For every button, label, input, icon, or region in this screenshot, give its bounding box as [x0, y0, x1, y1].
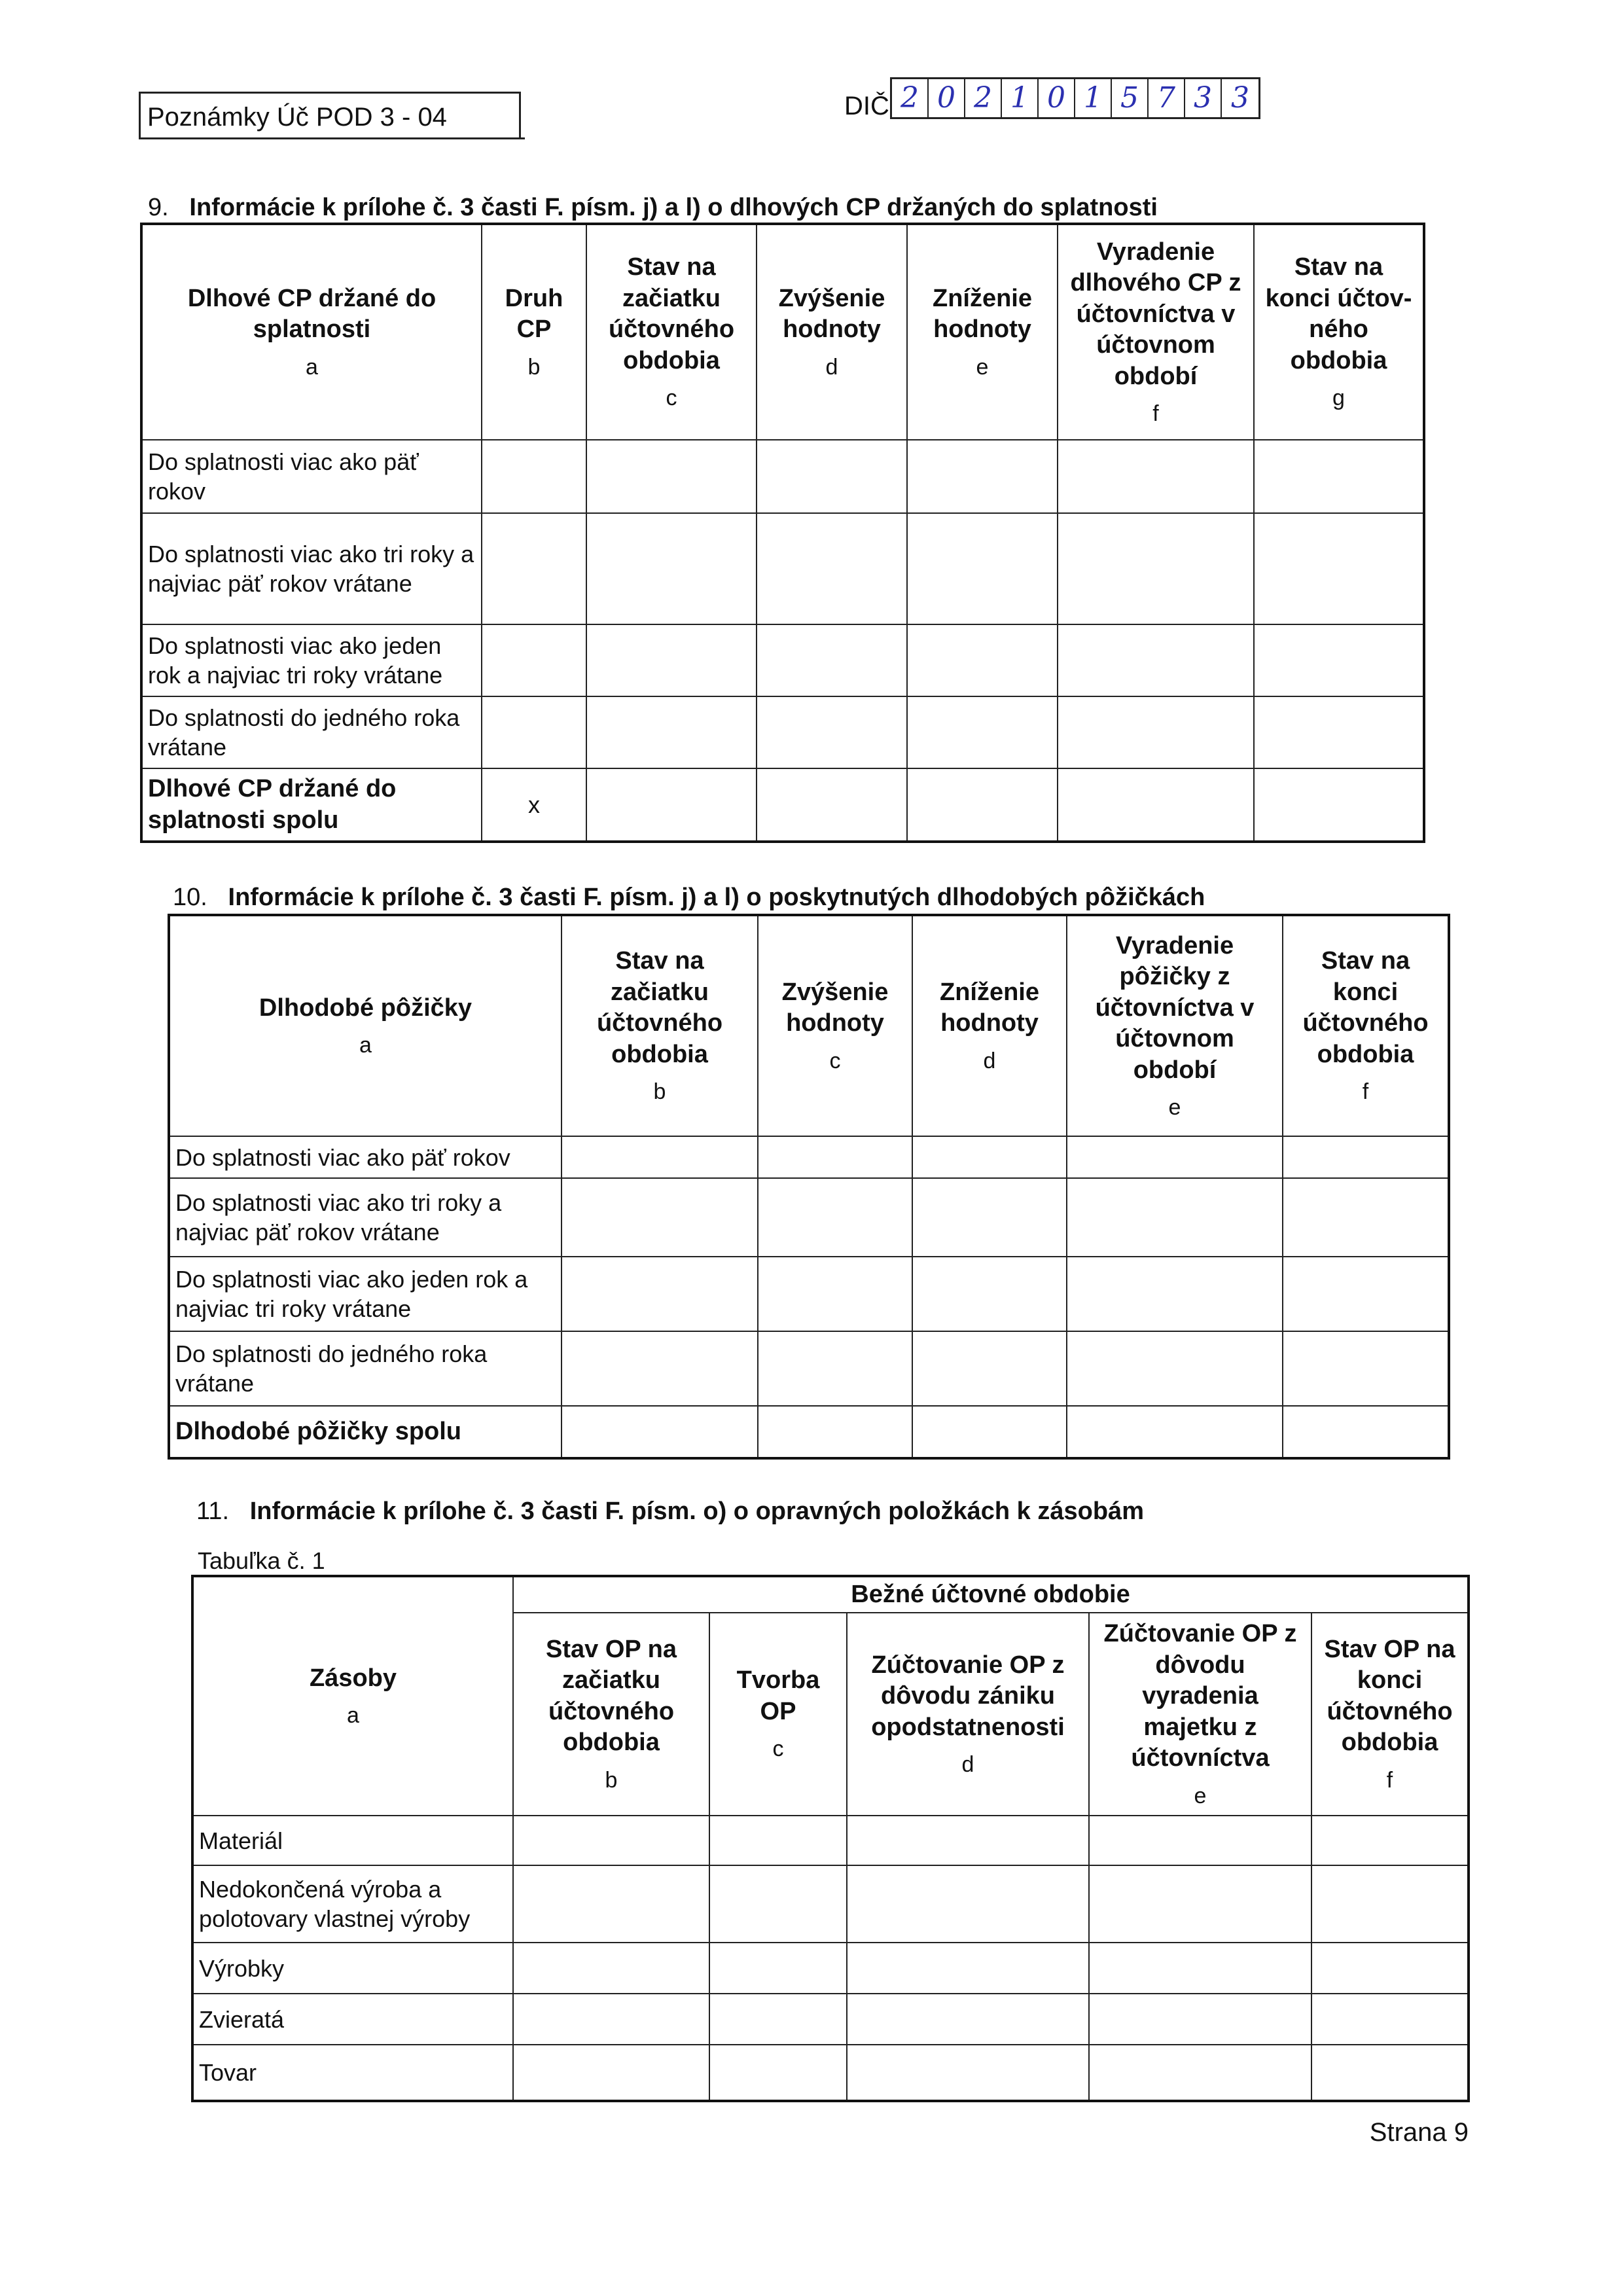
column-header: Zúčtovanie OP z dôvodu vyradenia majetku z účtovníctva e — [1089, 1613, 1311, 1816]
data-cell[interactable] — [907, 768, 1058, 842]
row-label: Výrobky — [192, 1943, 513, 1994]
row-label: Do splatnosti viac ako jeden rok a najviac tri roky vrátane — [169, 1257, 562, 1331]
data-cell[interactable] — [586, 768, 757, 842]
column-header: Stav OP na začiatku účtovného obdobia b — [513, 1613, 709, 1816]
data-cell[interactable] — [1089, 1994, 1311, 2045]
column-header: Vyradenie pôžičky z účtovníctva v účtovnom období e — [1067, 915, 1283, 1136]
dic-digit[interactable]: 5 — [1112, 79, 1149, 117]
row-label: Nedokončená výroba a polotovary vlastnej výroby — [192, 1865, 513, 1943]
data-cell[interactable] — [482, 624, 586, 696]
data-cell[interactable] — [513, 1994, 709, 2045]
column-header: Zníženie hodnoty e — [907, 224, 1058, 440]
data-cell[interactable] — [757, 440, 907, 513]
data-cell[interactable] — [562, 1136, 758, 1178]
section-number: 9. — [148, 194, 169, 221]
row-label: Do splatnosti do jedného roka vrátane — [169, 1331, 562, 1406]
dic-digit[interactable]: 2 — [892, 79, 929, 117]
data-cell[interactable] — [709, 1865, 847, 1943]
row-label: Do splatnosti viac ako päť rokov — [141, 440, 482, 513]
data-cell[interactable] — [757, 624, 907, 696]
data-cell[interactable] — [1058, 696, 1254, 768]
data-cell[interactable] — [757, 768, 907, 842]
dic-digit[interactable]: 2 — [965, 79, 1002, 117]
column-header: Dlhodobé pôžičky a — [169, 915, 562, 1136]
data-cell[interactable] — [907, 696, 1058, 768]
table-header-row — [141, 224, 1424, 440]
table-header-row — [169, 915, 1449, 1136]
data-cell[interactable] — [758, 1178, 912, 1257]
data-cell[interactable] — [912, 1178, 1067, 1257]
table-row — [192, 1943, 1469, 1994]
column-header: Stav OP na konci účtovného obdobia f — [1311, 1613, 1469, 1816]
data-cell[interactable] — [1089, 1865, 1311, 1943]
section-title-text: Informácie k prílohe č. 3 časti F. písm. j) a l) o dlhových CP držaných do splatnosti — [189, 194, 1158, 221]
data-cell[interactable] — [1254, 513, 1424, 624]
row-label: Do splatnosti viac ako tri roky a najviac päť rokov vrátane — [169, 1178, 562, 1257]
dic-digit[interactable]: 1 — [1075, 79, 1112, 117]
data-cell[interactable] — [709, 1943, 847, 1994]
table-total-row — [141, 768, 1424, 842]
data-cell[interactable] — [1311, 1994, 1469, 2045]
data-cell[interactable] — [1283, 1178, 1449, 1257]
data-cell[interactable] — [482, 513, 586, 624]
column-header: Zníženie hodnoty d — [912, 915, 1067, 1136]
table-row — [192, 1865, 1469, 1943]
table-total-row — [169, 1406, 1449, 1458]
dic-field[interactable] — [890, 77, 1260, 119]
table-row — [141, 513, 1424, 624]
row-label: Do splatnosti do jedného roka vrátane — [141, 696, 482, 768]
section-10-title — [173, 884, 1205, 912]
row-label: Do splatnosti viac ako päť rokov — [169, 1136, 562, 1178]
data-cell[interactable] — [847, 1816, 1089, 1865]
table-row — [192, 1994, 1469, 2045]
data-cell[interactable] — [709, 2045, 847, 2101]
dic-digit[interactable]: 3 — [1231, 81, 1249, 115]
data-cell[interactable] — [912, 1331, 1067, 1406]
data-cell[interactable] — [1311, 1943, 1469, 1994]
table-row — [141, 696, 1424, 768]
form-code: Poznámky Úč POD 3 - 04 — [147, 103, 447, 132]
table-row — [169, 1136, 1449, 1178]
page-number: Strana 9 — [1369, 2118, 1469, 2147]
data-cell[interactable] — [513, 1865, 709, 1943]
data-cell[interactable] — [1058, 624, 1254, 696]
data-cell[interactable] — [513, 1943, 709, 1994]
data-cell[interactable] — [1283, 1136, 1449, 1178]
table-row — [192, 2045, 1469, 2101]
data-cell[interactable] — [562, 1257, 758, 1331]
data-cell[interactable] — [757, 696, 907, 768]
dic-digit[interactable]: 0 — [1039, 79, 1075, 117]
form-code-box — [139, 92, 521, 139]
table-section-10 — [168, 914, 1450, 1460]
data-cell[interactable] — [1067, 1136, 1283, 1178]
table-row — [169, 1178, 1449, 1257]
data-cell[interactable] — [1089, 1816, 1311, 1865]
dic-digit[interactable]: 3 — [1185, 79, 1222, 117]
data-cell[interactable] — [1311, 1865, 1469, 1943]
data-cell[interactable] — [1283, 1331, 1449, 1406]
druh-cp-total: x — [482, 768, 586, 842]
column-header: Vyradenie dlhového CP z účtovníctva v účtovnom období f — [1058, 224, 1254, 440]
data-cell[interactable] — [586, 624, 757, 696]
data-cell[interactable] — [1283, 1406, 1449, 1458]
data-cell[interactable] — [1058, 513, 1254, 624]
data-cell[interactable] — [482, 440, 586, 513]
data-cell[interactable] — [1311, 2045, 1469, 2101]
table-row — [192, 1816, 1469, 1865]
table-row — [169, 1331, 1449, 1406]
data-cell[interactable] — [847, 1865, 1089, 1943]
data-cell[interactable] — [1067, 1406, 1283, 1458]
period-header-row — [192, 1576, 1469, 1613]
column-header: Stav na začiatku účtovného obdobia c — [586, 224, 757, 440]
column-header: Zásoby a — [192, 1576, 513, 1816]
row-label: Zvieratá — [192, 1994, 513, 2045]
column-header: Stav na začiatku účtovného obdobia b — [562, 915, 758, 1136]
data-cell[interactable] — [513, 1816, 709, 1865]
form-code-underline — [139, 137, 525, 139]
data-cell[interactable] — [907, 513, 1058, 624]
data-cell[interactable] — [757, 513, 907, 624]
data-cell[interactable] — [758, 1406, 912, 1458]
table-row — [169, 1257, 1449, 1331]
data-cell[interactable] — [1254, 768, 1424, 842]
column-header: Zvýšenie hodnoty d — [757, 224, 907, 440]
data-cell[interactable] — [482, 696, 586, 768]
column-header: Zvýšenie hodnoty c — [758, 915, 912, 1136]
data-cell[interactable] — [586, 440, 757, 513]
section-9-title — [148, 194, 1158, 222]
data-cell[interactable] — [912, 1406, 1067, 1458]
data-cell[interactable] — [758, 1257, 912, 1331]
row-label: Materiál — [192, 1816, 513, 1865]
total-label: Dlhodobé pôžičky spolu — [169, 1406, 562, 1458]
data-cell[interactable] — [1254, 696, 1424, 768]
data-cell[interactable] — [1067, 1257, 1283, 1331]
column-header: Tvorba OP c — [709, 1613, 847, 1816]
data-cell[interactable] — [586, 513, 757, 624]
data-cell[interactable] — [1254, 624, 1424, 696]
section-title-text: Informácie k prílohe č. 3 časti F. písm. o) o opravných položkách k zásobám — [249, 1498, 1144, 1525]
table-label: Tabuľka č. 1 — [198, 1547, 325, 1574]
data-cell[interactable] — [1283, 1257, 1449, 1331]
section-number: 11. — [196, 1498, 230, 1525]
column-header: Dlhové CP držané do splatnosti a — [141, 224, 482, 440]
dic-digit[interactable]: 0 — [929, 79, 965, 117]
total-label: Dlhové CP držané do splatnosti spolu — [141, 768, 482, 842]
data-cell[interactable] — [1067, 1331, 1283, 1406]
section-number: 10. — [173, 884, 207, 911]
data-cell[interactable] — [758, 1331, 912, 1406]
table-row — [141, 440, 1424, 513]
data-cell[interactable] — [1058, 440, 1254, 513]
data-cell[interactable] — [847, 1994, 1089, 2045]
data-cell[interactable] — [847, 1943, 1089, 1994]
data-cell[interactable] — [847, 2045, 1089, 2101]
data-cell[interactable] — [562, 1331, 758, 1406]
data-cell[interactable] — [1311, 1816, 1469, 1865]
data-cell[interactable] — [513, 2045, 709, 2101]
data-cell[interactable] — [1254, 440, 1424, 513]
data-cell[interactable] — [912, 1257, 1067, 1331]
data-cell[interactable] — [709, 1816, 847, 1865]
data-cell[interactable] — [907, 440, 1058, 513]
data-cell[interactable] — [1067, 1178, 1283, 1257]
data-cell[interactable] — [709, 1994, 847, 2045]
column-header: Zúčtovanie OP z dôvodu zániku opodstatnenosti d — [847, 1613, 1089, 1816]
row-label: Do splatnosti viac ako jeden rok a najviac tri roky vrátane — [141, 624, 482, 696]
data-cell[interactable] — [1058, 768, 1254, 842]
data-cell[interactable] — [758, 1136, 912, 1178]
row-label: Do splatnosti viac ako tri roky a najviac päť rokov vrátane — [141, 513, 482, 624]
data-cell[interactable] — [1089, 1943, 1311, 1994]
row-label: Tovar — [192, 2045, 513, 2101]
section-11-title — [196, 1498, 1144, 1526]
section-title-text: Informácie k prílohe č. 3 časti F. písm. j) a l) o poskytnutých dlhodobých pôžičkách — [228, 884, 1205, 911]
table-section-11 — [191, 1575, 1470, 2102]
data-cell[interactable] — [562, 1406, 758, 1458]
data-cell[interactable] — [1089, 2045, 1311, 2101]
column-header: Stav na konci účtovného obdobia f — [1283, 915, 1449, 1136]
column-header: Druh CP b — [482, 224, 586, 440]
column-header: Stav na konci účtov-ného obdobia g — [1254, 224, 1424, 440]
dic-digit[interactable]: 7 — [1149, 79, 1185, 117]
table-section-9 — [140, 223, 1425, 843]
data-cell[interactable] — [586, 696, 757, 768]
data-cell[interactable] — [912, 1136, 1067, 1178]
table-row — [141, 624, 1424, 696]
dic-label: DIČ — [844, 92, 889, 120]
dic-digit[interactable]: 1 — [1002, 79, 1039, 117]
period-header: Bežné účtovné obdobie — [513, 1576, 1469, 1613]
data-cell[interactable] — [562, 1178, 758, 1257]
data-cell[interactable] — [907, 624, 1058, 696]
